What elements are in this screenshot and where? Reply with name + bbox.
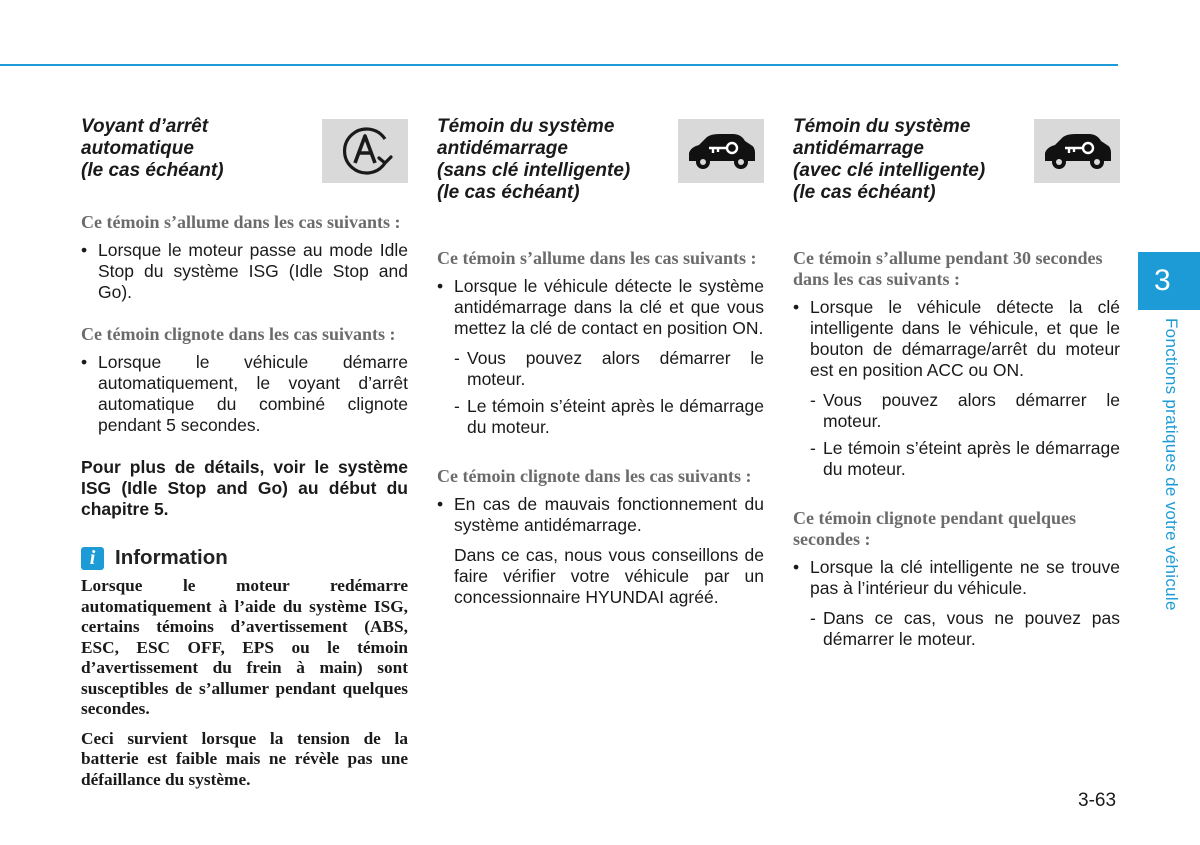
bullet-item: • Lorsque le véhicule détecte le système antidémarrage dans la clé et que vous mettez la clé de contact en position ON.: [437, 276, 764, 339]
top-rule: [0, 64, 1118, 66]
subheading: Ce témoin clignote dans les cas suivants :: [437, 466, 752, 486]
column-immobilizer-smart-key: [793, 116, 1120, 656]
title-line: (sans clé intelligente): [437, 160, 631, 181]
column-auto-stop: [81, 116, 408, 799]
bullet-item: • Lorsque la clé intelligente ne se trouve pas à l’intérieur du véhicule.: [793, 557, 1120, 599]
information-label: Information: [115, 546, 228, 569]
dash-item: - Vous pouvez alors démarrer le moteur.: [437, 348, 764, 390]
subheading: Ce témoin clignote dans les cas suivants :: [81, 324, 396, 344]
auto-stop-a-icon: [322, 119, 408, 183]
title-line: (avec clé intelligente): [793, 160, 986, 181]
subheading: Ce témoin s’allume dans les cas suivants :: [437, 248, 757, 268]
section-title: [81, 116, 309, 182]
chapter-tab: 3: [1138, 252, 1200, 310]
dash-item: - Dans ce cas, vous ne pouvez pas démarrer le moteur.: [793, 608, 1120, 650]
bullet-item: • Lorsque le véhicule détecte la clé intelligente dans le véhicule, et que le bouton de démarrage/arrêt du moteur est en position ACC ou ON.: [793, 297, 1120, 381]
car-key-icon: [678, 119, 764, 183]
title-line: (le cas échéant): [793, 182, 936, 203]
dash-item: - Vous pouvez alors démarrer le moteur.: [793, 390, 1120, 432]
subheading: Ce témoin s’allume dans les cas suivants :: [81, 212, 401, 232]
section-header: [81, 116, 408, 212]
title-line: (le cas échéant): [81, 160, 224, 181]
chapter-title: Fonctions pratiques de votre véhicule: [1162, 318, 1181, 611]
section-header: [793, 116, 1120, 248]
car-key-icon: [1034, 119, 1120, 183]
information-paragraph: Ceci survient lorsque la tension de la batterie est faible mais ne révèle pas une défaillance du système.: [81, 728, 408, 789]
subheading: Ce témoin s’allume pendant 30 secondes dans les cas suivants :: [793, 248, 1103, 289]
title-line: antidémarrage: [437, 138, 568, 159]
dash-item: - Le témoin s’éteint après le démarrage du moteur.: [437, 396, 764, 438]
paragraph: Dans ce cas, nous vous conseillons de faire vérifier votre véhicule par un concessionnaire HYUNDAI agréé.: [454, 545, 764, 607]
reference-note: Pour plus de détails, voir le système ISG (Idle Stop and Go) au début du chapitre 5.: [81, 457, 408, 519]
information-header: [81, 546, 408, 570]
dash-item: - Le témoin s’éteint après le démarrage du moteur.: [793, 438, 1120, 480]
section-title: [437, 116, 665, 204]
section-header: [437, 116, 764, 248]
title-line: antidémarrage: [793, 138, 924, 159]
title-line: Témoin du système: [437, 116, 615, 137]
title-line: Témoin du système: [793, 116, 971, 137]
info-icon: i: [81, 547, 104, 570]
page-number: 3-63: [1078, 790, 1117, 811]
title-line: Voyant d’arrêt: [81, 116, 209, 137]
information-paragraph: Lorsque le moteur redémarre automatiquement à l’aide du système ISG, certains témoins d’avertissement (ABS, ESC, ESC OFF, EPS ou le témoin d’avertissement du frein à main) sont susceptibles de s’allumer pendant quelques secondes.: [81, 576, 408, 718]
title-line: (le cas échéant): [437, 182, 580, 203]
bullet-item: • Lorsque le moteur passe au mode Idle Stop du système ISG (Idle Stop and Go).: [81, 240, 408, 303]
section-title: [793, 116, 1021, 204]
subheading: Ce témoin clignote pendant quelques secondes :: [793, 508, 1077, 549]
column-immobilizer-no-smart-key: [437, 116, 764, 608]
bullet-item: • Lorsque le véhicule démarre automatiquement, le voyant d’arrêt automatique du combiné clignote pendant 5 secondes.: [81, 352, 408, 436]
title-line: automatique: [81, 138, 194, 159]
bullet-item: • En cas de mauvais fonctionnement du système antidémarrage.: [437, 494, 764, 536]
